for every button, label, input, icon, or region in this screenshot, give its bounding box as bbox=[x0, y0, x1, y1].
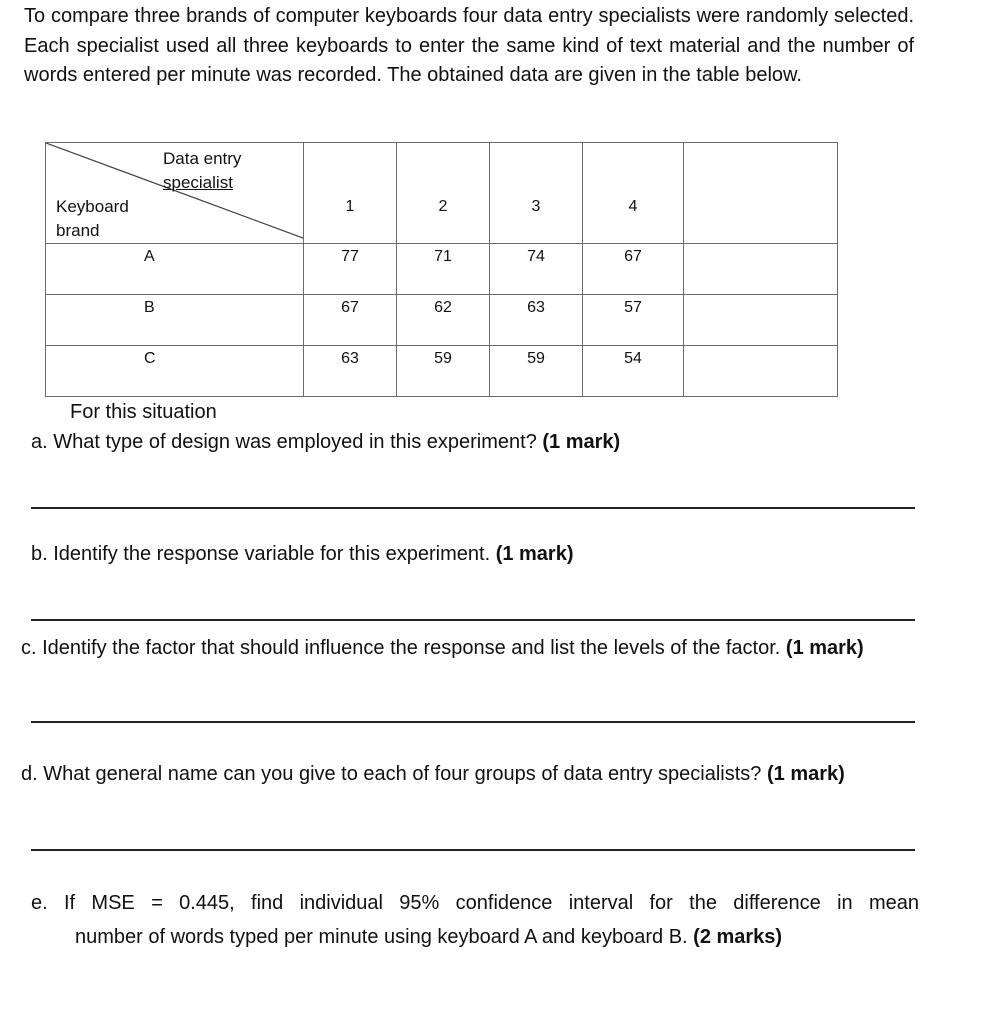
brand-cell: B bbox=[46, 295, 304, 346]
question-c-marks: (1 mark) bbox=[785, 637, 864, 659]
table-row bbox=[46, 295, 838, 346]
answer-line-b[interactable] bbox=[31, 619, 915, 621]
specialist-header-5 bbox=[684, 143, 838, 244]
specialist-header-4: 4 bbox=[583, 143, 684, 244]
value-cell: 63 bbox=[490, 295, 583, 346]
value-cell: 63 bbox=[304, 346, 397, 397]
specialist-header-2: 2 bbox=[397, 143, 490, 244]
question-b bbox=[31, 540, 574, 569]
value-cell: 62 bbox=[397, 295, 490, 346]
question-e-line1: e. If MSE = 0.445, find individual 95% confidence interval for the difference in mean bbox=[31, 892, 919, 914]
question-d-marks: (1 mark) bbox=[767, 763, 845, 785]
keyboard-data-table bbox=[45, 142, 838, 397]
value-cell: 67 bbox=[304, 295, 397, 346]
table-header-row bbox=[46, 143, 838, 244]
brand-cell: C bbox=[46, 346, 304, 397]
value-cell: 67 bbox=[583, 244, 684, 295]
specialist-header-3: 3 bbox=[490, 143, 583, 244]
question-a bbox=[31, 428, 620, 457]
value-cell bbox=[684, 295, 838, 346]
question-d-text: d. What general name can you give to each of four groups of data entry specialists? bbox=[21, 763, 767, 785]
question-c-text: c. Identify the factor that should influence the response and list the levels of the factor. bbox=[21, 637, 786, 659]
specialist-header-1: 1 bbox=[304, 143, 397, 244]
question-c bbox=[21, 634, 864, 663]
value-cell: 71 bbox=[397, 244, 490, 295]
situation-label: For this situation bbox=[70, 401, 217, 423]
value-cell: 54 bbox=[583, 346, 684, 397]
table-row bbox=[46, 244, 838, 295]
row-header-line2: brand bbox=[56, 221, 100, 240]
answer-line-d[interactable] bbox=[31, 849, 915, 851]
value-cell bbox=[684, 244, 838, 295]
column-header-line1: Data entry bbox=[163, 149, 242, 168]
value-cell: 59 bbox=[397, 346, 490, 397]
intro-paragraph: To compare three brands of computer keyboards four data entry specialists were randomly selected. Each specialist used all three keyboards to enter the same kind of text material and the number of words entered per minute was recorded. The obtained data are given in the table below. bbox=[24, 5, 914, 86]
question-b-marks: (1 mark) bbox=[495, 543, 574, 565]
brand-cell: A bbox=[46, 244, 304, 295]
table-corner-cell bbox=[46, 143, 304, 244]
value-cell: 59 bbox=[490, 346, 583, 397]
value-cell bbox=[684, 346, 838, 397]
value-cell: 74 bbox=[490, 244, 583, 295]
question-d bbox=[21, 760, 845, 789]
column-header-label bbox=[163, 147, 241, 195]
answer-line-c[interactable] bbox=[31, 721, 915, 723]
question-b-text: b. Identify the response variable for this experiment. bbox=[31, 543, 496, 565]
table-row bbox=[46, 346, 838, 397]
row-header-line1: Keyboard bbox=[56, 197, 129, 216]
question-a-text: a. What type of design was employed in this experiment? bbox=[31, 431, 543, 453]
value-cell: 77 bbox=[304, 244, 397, 295]
column-header-line2: specialist bbox=[163, 173, 233, 192]
question-e-text: number of words typed per minute using keyboard A and keyboard B. bbox=[75, 926, 694, 948]
row-header-label bbox=[56, 195, 129, 243]
question-e-line2 bbox=[75, 923, 782, 952]
value-cell: 57 bbox=[583, 295, 684, 346]
question-a-marks: (1 mark) bbox=[542, 431, 621, 453]
question-e-marks: (2 marks) bbox=[693, 926, 783, 948]
answer-line-a[interactable] bbox=[31, 507, 915, 509]
